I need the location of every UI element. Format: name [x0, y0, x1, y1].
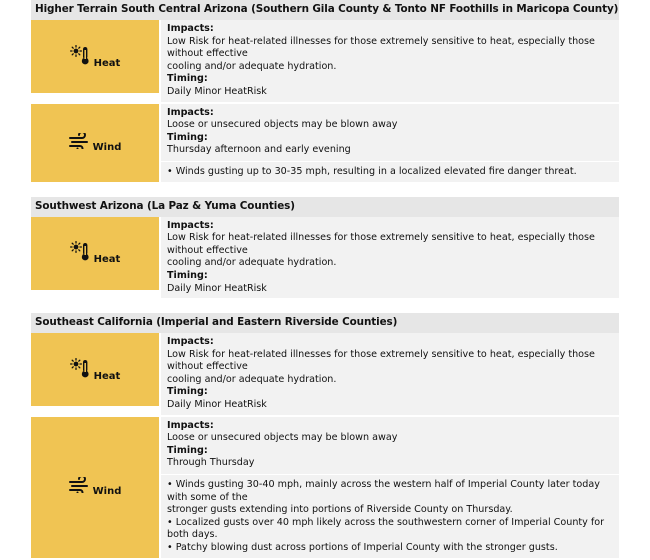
timing-label: Timing:: [167, 131, 208, 143]
hazard-row: [31, 333, 619, 417]
impacts-text-line: Loose or unsecured objects may be blown away: [167, 119, 398, 131]
thermometer-sun-icon: [70, 358, 92, 382]
hazard-name: Heat: [93, 254, 121, 266]
thermometer-sun-icon: [70, 45, 92, 69]
detail-bullet: • Localized gusts over 40 mph likely across the southwestern corner of Imperial County for both days.: [167, 516, 605, 541]
timing-label: Timing:: [167, 386, 208, 398]
wind-icon: [69, 133, 91, 153]
detail-bullet: • Winds gusting 30-40 mph, mainly across the western half of Imperial County later today with some of the: [167, 479, 600, 503]
hazard-details: [159, 417, 619, 560]
impacts-label: Impacts:: [167, 419, 214, 431]
timing-text: Through Thursday: [167, 457, 255, 469]
timing-label: Timing:: [167, 73, 208, 85]
hazard-cell-content: [31, 45, 159, 69]
hazard-name: Wind: [92, 486, 122, 498]
impacts-label: Impacts:: [167, 23, 214, 34]
hazard-row: [31, 217, 619, 301]
hazard-name: Heat: [93, 57, 121, 69]
section-header: Higher Terrain South Central Arizona (Southern Gila County & Tonto NF Foothills in Maricopa County): [31, 0, 619, 20]
timing-label: Timing:: [167, 269, 208, 281]
hazard-cell-content: [31, 133, 159, 153]
section-header: Southwest Arizona (La Paz & Yuma Counties): [31, 197, 619, 217]
hazard-cell-content: [31, 477, 159, 497]
details-bullet-list: [161, 474, 619, 555]
hazard-cell: [31, 104, 159, 184]
timing-label: Timing:: [167, 444, 208, 456]
hazard-cell: [31, 20, 159, 95]
detail-bullet: • Winds gusting up to 30-35 mph, resulting in a localized elevated fire danger threat.: [167, 165, 577, 177]
hazard-row: [31, 104, 619, 184]
hazard-details: [159, 20, 619, 104]
details-bullet-list: [161, 161, 619, 179]
hazard-details: [159, 217, 619, 301]
impacts-text-line: cooling and/or adequate hydration.: [167, 60, 337, 72]
timing-text: Daily Minor HeatRisk: [167, 399, 267, 411]
impacts-label: Impacts:: [167, 219, 214, 231]
section-header: Southeast California (Imperial and Eastern Riverside Counties): [31, 313, 619, 333]
impacts-text-line: Low Risk for heat-related illnesses for those extremely sensitive to heat, especially those without effective: [167, 232, 595, 256]
hazard-row: [31, 20, 619, 104]
impacts-text-line: cooling and/or adequate hydration.: [167, 373, 337, 385]
hazard-cell: [31, 333, 159, 408]
hazard-outlook-document: [31, 0, 619, 560]
timing-text: Daily Minor HeatRisk: [167, 282, 267, 294]
section-spacer: [31, 300, 619, 313]
hazard-row: [31, 417, 619, 560]
detail-bullet: • Patchy blowing dust across portions of Imperial County with the stronger gusts.: [167, 542, 558, 553]
thermometer-sun-icon: [70, 241, 92, 265]
hazard-details: [159, 104, 619, 184]
impacts-label: Impacts:: [167, 106, 214, 118]
impacts-text-line: Low Risk for heat-related illnesses for those extremely sensitive to heat, especially those without effective: [167, 348, 595, 373]
hazard-cell-content: [31, 241, 159, 265]
impacts-text-line: Loose or unsecured objects may be blown away: [167, 432, 398, 444]
hazard-name: Heat: [93, 370, 121, 382]
hazard-cell: [31, 217, 159, 292]
impacts-text-line: cooling and/or adequate hydration.: [167, 257, 337, 269]
hazard-details: [159, 333, 619, 417]
impacts-label: Impacts:: [167, 336, 214, 348]
section-spacer: [31, 184, 619, 197]
wind-icon: [69, 477, 91, 497]
impacts-text-line: Low Risk for heat-related illnesses for those extremely sensitive to heat, especially those without effective: [167, 35, 595, 60]
hazard-cell: [31, 417, 159, 560]
timing-text: Daily Minor HeatRisk: [167, 85, 267, 97]
timing-text: Thursday afternoon and early evening: [167, 144, 351, 156]
hazard-cell-content: [31, 358, 159, 382]
hazard-name: Wind: [92, 141, 122, 153]
detail-bullet: stronger gusts extending into portions of Riverside County on Thursday.: [167, 504, 513, 516]
